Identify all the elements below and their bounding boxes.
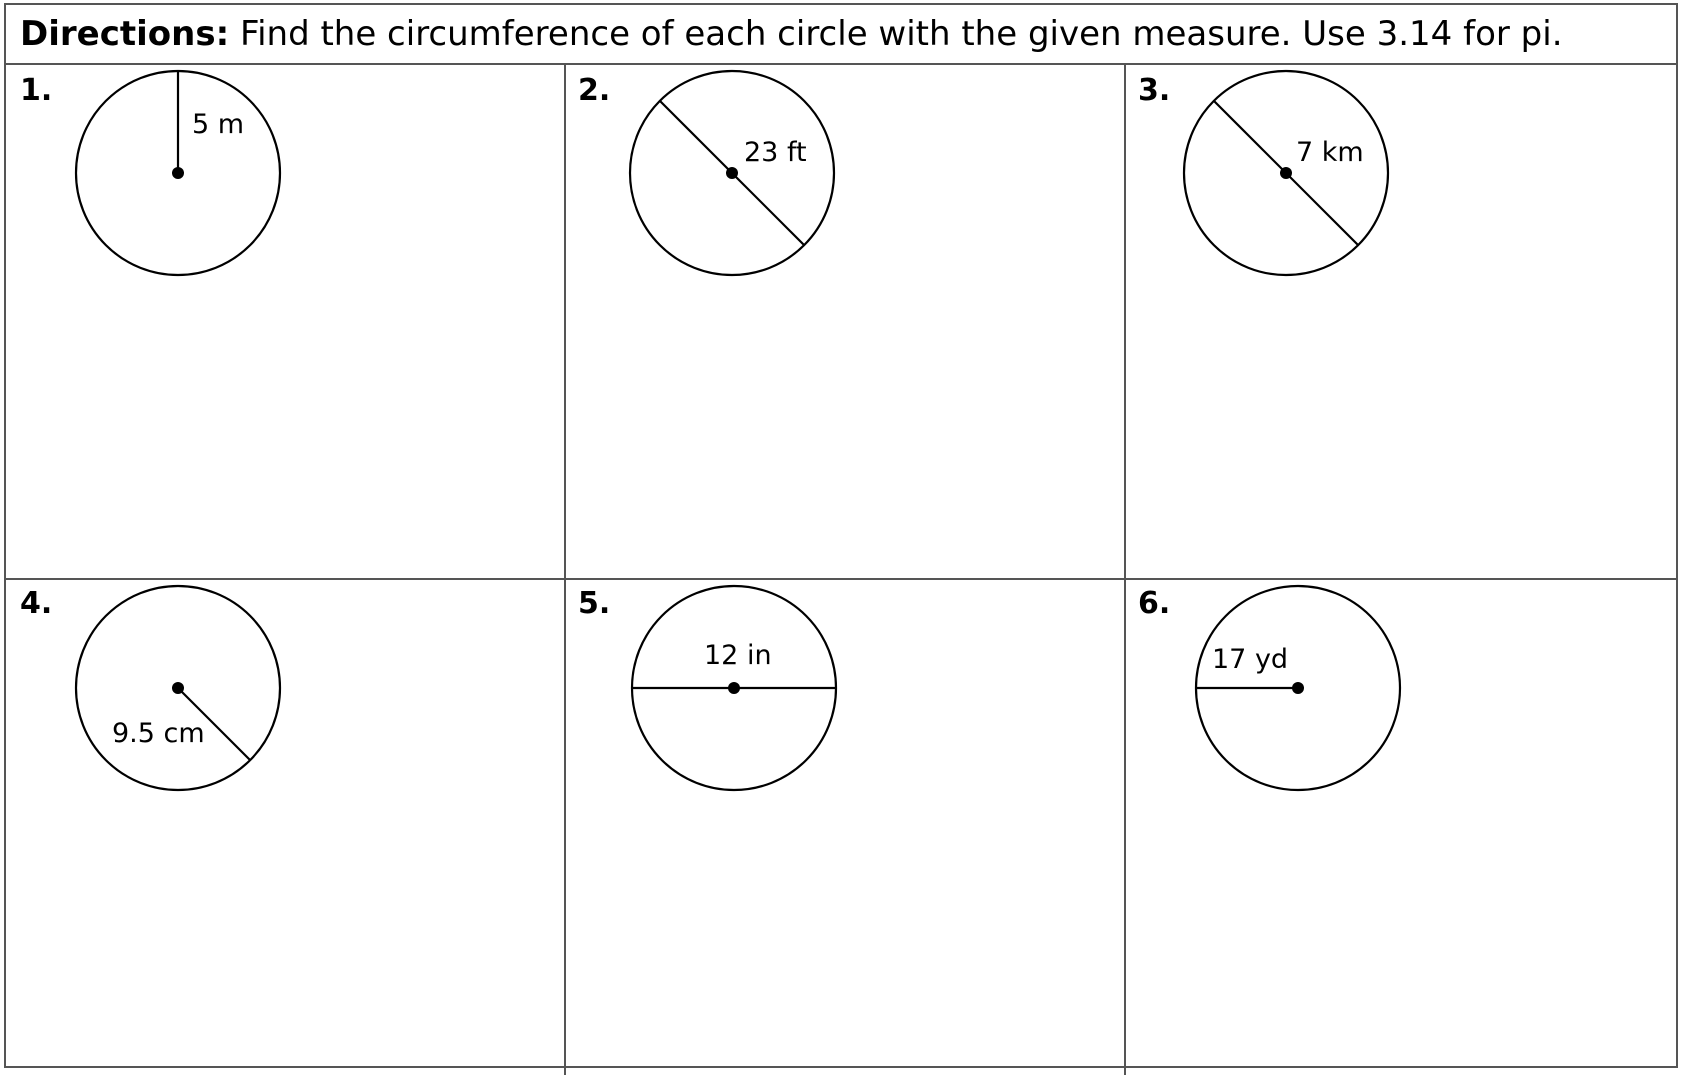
directions-bar [6, 5, 1676, 65]
circle-figure-1 [6, 65, 564, 578]
center-point [172, 682, 184, 694]
problem-1 [6, 65, 564, 578]
measure-label: 23 ft [744, 137, 807, 168]
worksheet [4, 3, 1678, 1068]
problem-number: 2. [578, 73, 611, 108]
measure-label: 12 in [704, 640, 772, 671]
problem-number: 1. [20, 73, 53, 108]
problem-number: 6. [1138, 586, 1171, 621]
center-point [728, 682, 740, 694]
center-point [726, 167, 738, 179]
measure-label: 7 km [1296, 137, 1364, 168]
center-point [172, 167, 184, 179]
circle-figure-2 [564, 65, 1124, 578]
center-point [1292, 682, 1304, 694]
center-point [1280, 167, 1292, 179]
problem-number: 4. [20, 586, 53, 621]
problem-number: 5. [578, 586, 611, 621]
circle-figure-4 [6, 578, 564, 1075]
circle-figure-3 [1124, 65, 1680, 578]
problem-3 [1124, 65, 1680, 578]
directions-text: Find the circumference of each circle with the given measure. Use 3.14 for pi. [239, 14, 1563, 54]
problem-4 [6, 578, 564, 1075]
directions-label: Directions: [20, 14, 230, 54]
measure-label: 17 yd [1212, 644, 1289, 675]
problem-6 [1124, 578, 1680, 1075]
problem-5 [564, 578, 1124, 1075]
circle-figure-5 [564, 578, 1124, 1075]
circle-figure-6 [1124, 578, 1680, 1075]
measure-label: 9.5 cm [112, 718, 205, 749]
problem-2 [564, 65, 1124, 578]
problem-number: 3. [1138, 73, 1171, 108]
problem-grid [6, 65, 1676, 1075]
measure-label: 5 m [192, 109, 245, 140]
